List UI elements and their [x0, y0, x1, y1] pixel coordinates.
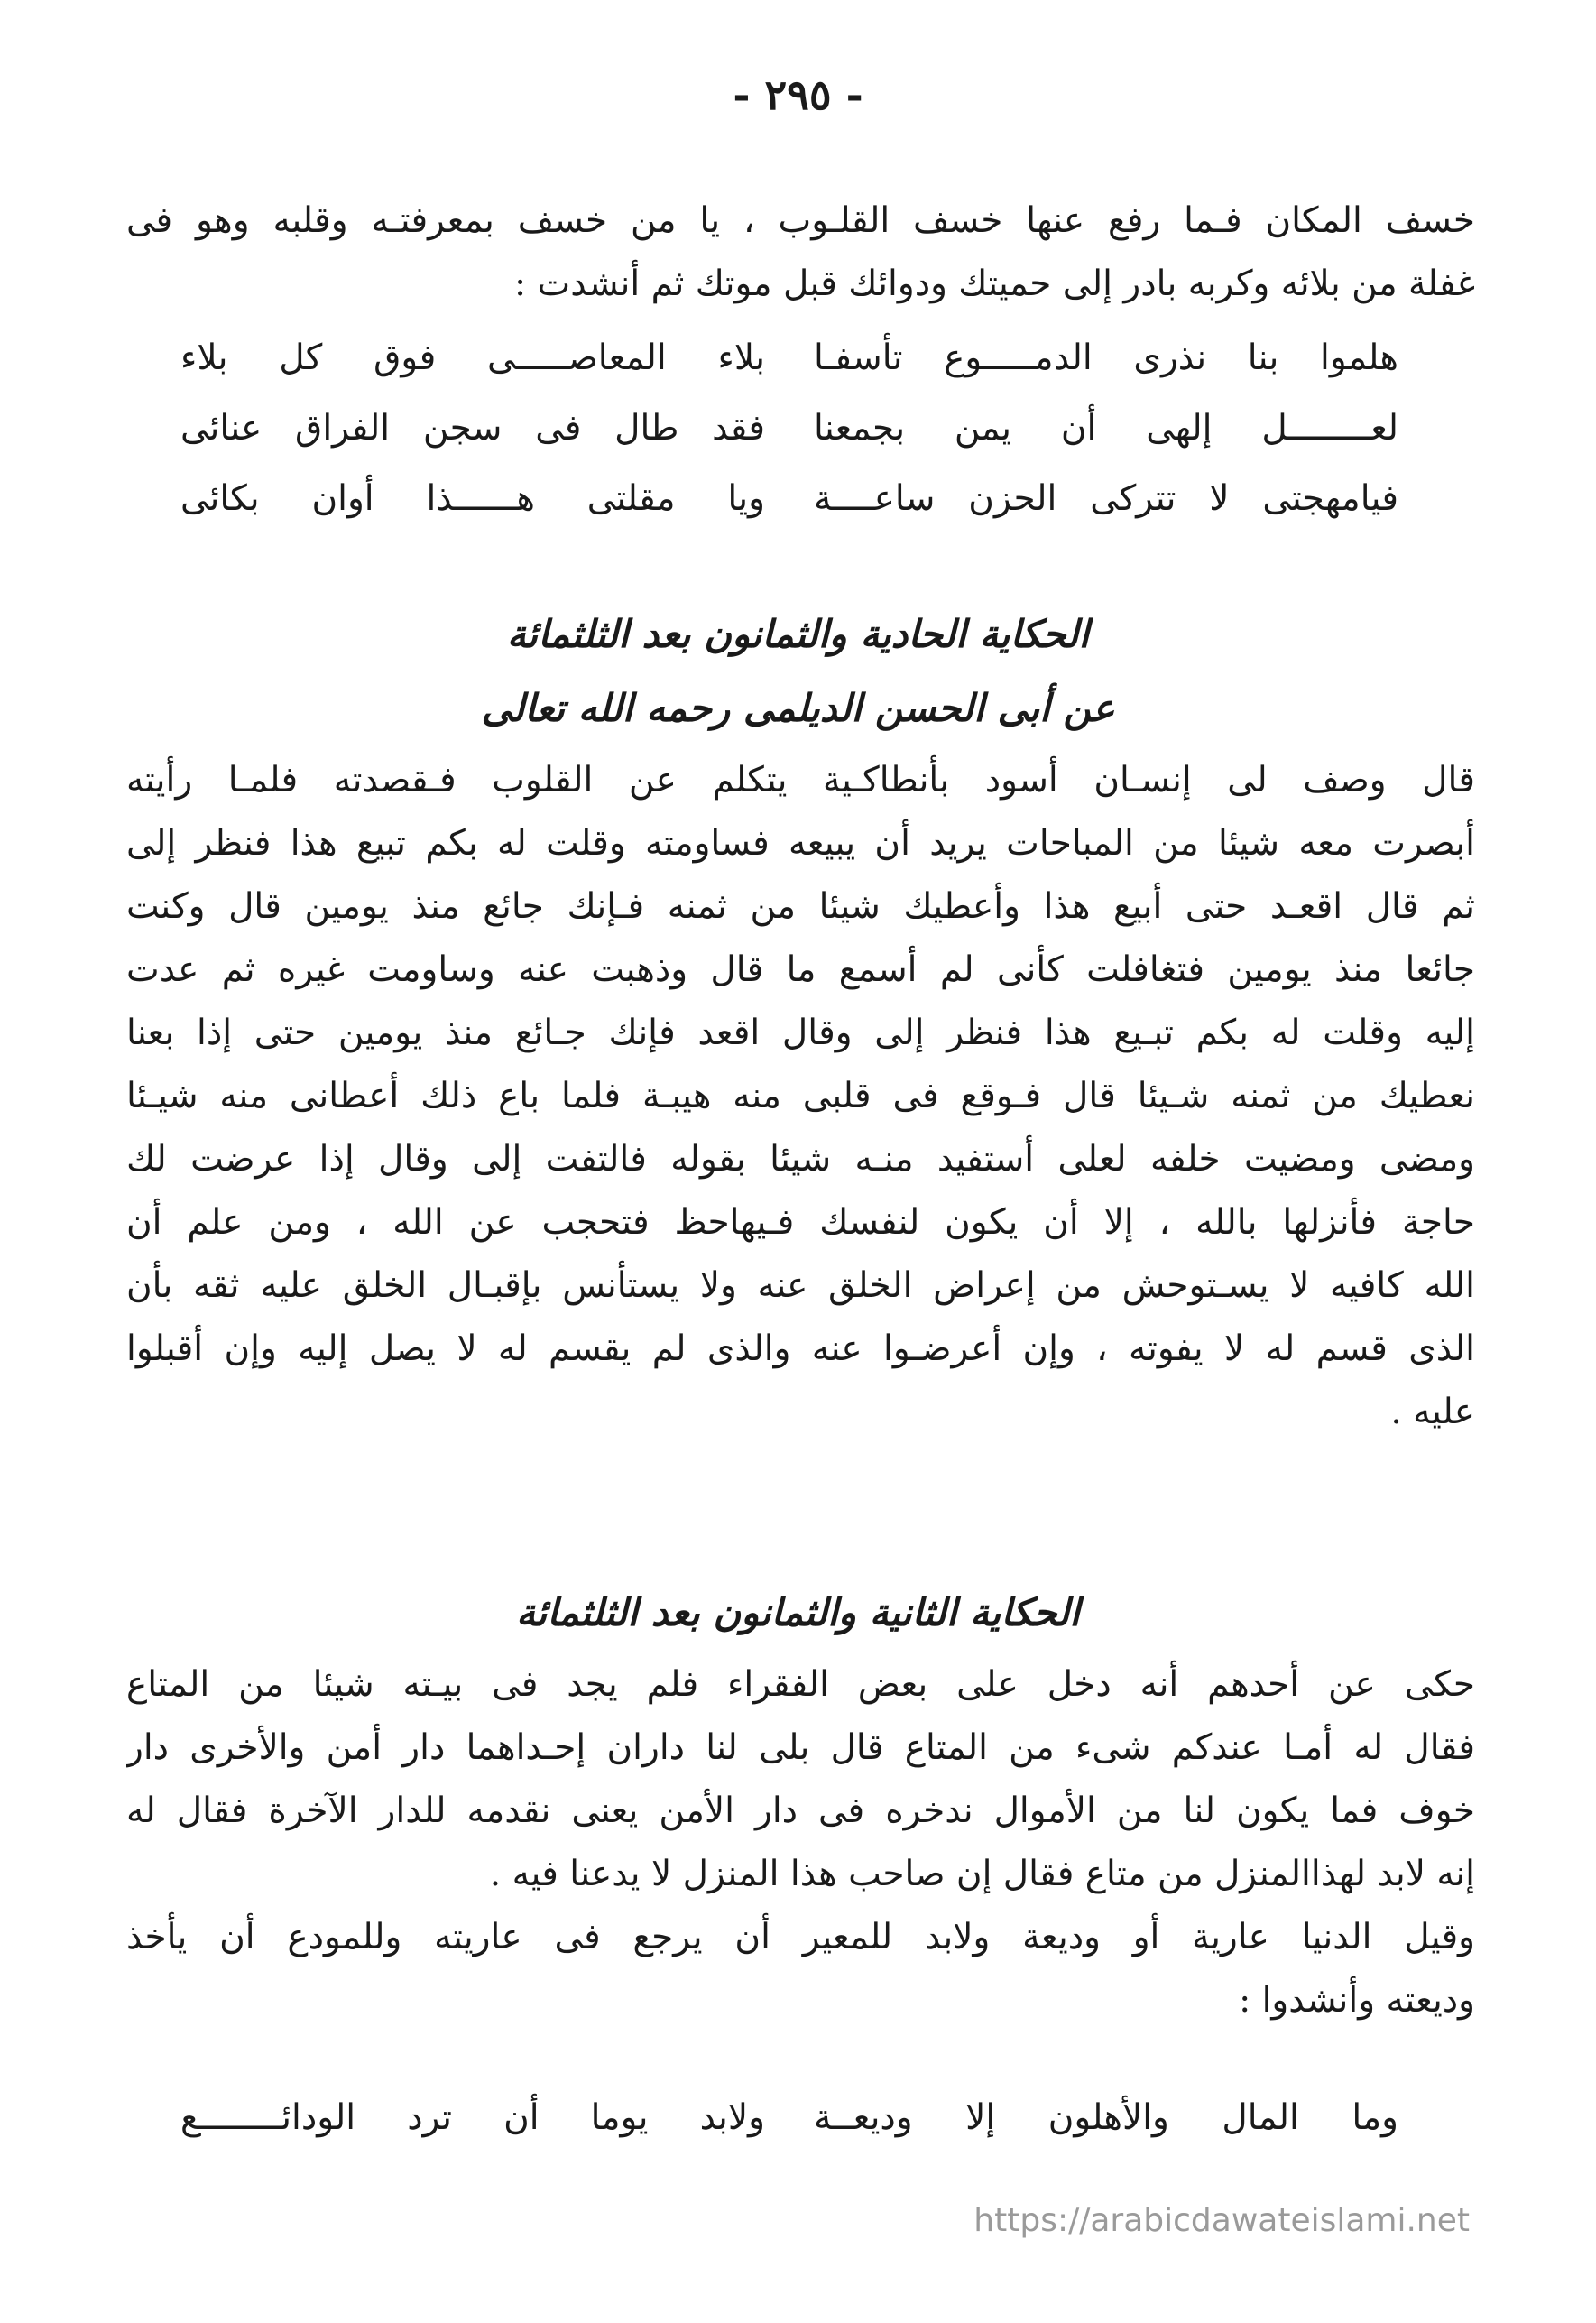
- text-line: عليه .: [1390, 1392, 1475, 1432]
- text-line: خسف المكان فـما رفع عنها خسف القلـوب ، يا من خسف بمعرفتـه وقلبه وهو فى: [126, 200, 1475, 241]
- story-title: الحكاية الحادية والثمانون بعد الثلثمائة: [506, 612, 1090, 656]
- text-line: حكى عن أحدهم أنه دخل على بعض الفقراء فلم يجد فى بيـته شيئا من المتاع: [126, 1664, 1475, 1705]
- verse-first-hemistich: وما المال والأهلون إلا وديعــة: [814, 2097, 1398, 2138]
- text-line: فقال له أمـا عندكم شىء من المتاع قال بلى لنا داران إحـداهما دار أمن والأخرى دار: [126, 1727, 1475, 1768]
- poem-verse: [180, 327, 1398, 390]
- text-line: نعطيك من ثمنه شـيئا قال فـوقع فى قلبى منه هيبـة فلما باع ذلك أعطانى منه شيـئا: [126, 1076, 1475, 1116]
- poem-verse: [180, 397, 1398, 460]
- verse-first-hemistich: لعــــــــل إلهى أن يمن بجمعنا: [814, 408, 1398, 449]
- text-line: جائعا منذ يومين فتغافلت كأنى لم أسمع ما قال وذهبت عنه وساومت غيره ثم عدت: [126, 949, 1475, 990]
- verse-second-hemistich: بلاء المعاصـــــى فوق كل بلاء: [180, 338, 765, 378]
- text-line: ثم قال اقعـد حتى أبيع هذا وأعطيك شيئا من ثمنه فـإنك جائع منذ يومين قال وكنت: [126, 886, 1475, 927]
- verse-second-hemistich: ولابد يوما أن ترد الودائــــــــع: [180, 2097, 765, 2138]
- text-line: أبصرت معه شيئا من المباحات يريد أن يبيعه فساومته وقلت له بكم تبيع هذا فنظر إلى: [126, 823, 1475, 864]
- intro-paragraph: [126, 190, 1475, 316]
- story-subtitle: عن أبى الحسن الديلمى رحمه الله تعالى: [481, 686, 1115, 730]
- verse-first-hemistich: فيامهجتى لا تتركى الحزن ساعــــة: [814, 478, 1398, 519]
- page-number: - ٢٩٥ -: [733, 70, 863, 119]
- text-line: وديعته وأنشدوا :: [1239, 1980, 1475, 2021]
- verse-first-hemistich: هلموا بنا نذرى الدمـــــوع تأسفـا: [814, 338, 1398, 378]
- text-line: الذى قسم له لا يفوته ، وإن أعرضـوا عنه والذى لم يقسم له لا يصل إليه وإن أقبلوا: [126, 1328, 1475, 1369]
- text-line: خوف فما يكون لنا من الأموال ندخره فى دار الأمن يعنى نقدمه للدار الآخرة فقال له: [126, 1791, 1475, 1831]
- text-line: حاجة فأنزلها بالله ، إلا أن يكون لنفسك فـيهاحظ فتحجب عن الله ، ومن علم أن: [126, 1202, 1475, 1243]
- story-paragraph: [126, 749, 1475, 1444]
- verse-second-hemistich: ويا مقلتى هــــــذا أوان بكائى: [180, 478, 765, 519]
- text-line: إنه لابد لهذاالمنزل من متاع فقال إن صاحب هذا المنزل لا يدعنا فيه .: [489, 1854, 1475, 1894]
- verse-second-hemistich: فقد طال فى سجن الفراق عنائى: [180, 408, 765, 449]
- poem-verse: [180, 467, 1398, 531]
- text-line: غفلة من بلائه وكربه بادر إلى حميتك ودوائك قبل موتك ثم أنشدت :: [514, 264, 1475, 304]
- text-line: إليه وقلت له بكم تبـيع هذا فنظر إلى وقال اقعد فإنك جـائع منذ يومين حتى إذا بعنا: [126, 1013, 1475, 1053]
- story-paragraph: [126, 1653, 1475, 1906]
- watermark-url: https://arabicdawateislami.net: [973, 2202, 1470, 2239]
- story-paragraph: [126, 1906, 1475, 2032]
- text-line: وقيل الدنيا عارية أو وديعة ولابد للمعير أن يرجع فى عاريته وللمودع أن يأخذ: [126, 1917, 1475, 1957]
- story-title: الحكاية الثانية والثمانون بعد الثلثمائة: [516, 1590, 1080, 1634]
- text-line: قال وصف لى إنسـان أسود بأنطاكـية يتكلم عن القلوب فـقصدته فلمـا رأيته: [126, 760, 1475, 801]
- poem-verse: [180, 2087, 1398, 2150]
- text-line: الله كافيه لا يسـتوحش من إعراض الخلق عنه ولا يستأنس بإقبـال الخلق عليه ثقه بأن: [126, 1265, 1475, 1306]
- text-line: ومضى ومضيت خلفه لعلى أستفيد منـه شيئا بقوله فالتفت إلى وقال إذا عرضت لك: [126, 1139, 1475, 1180]
